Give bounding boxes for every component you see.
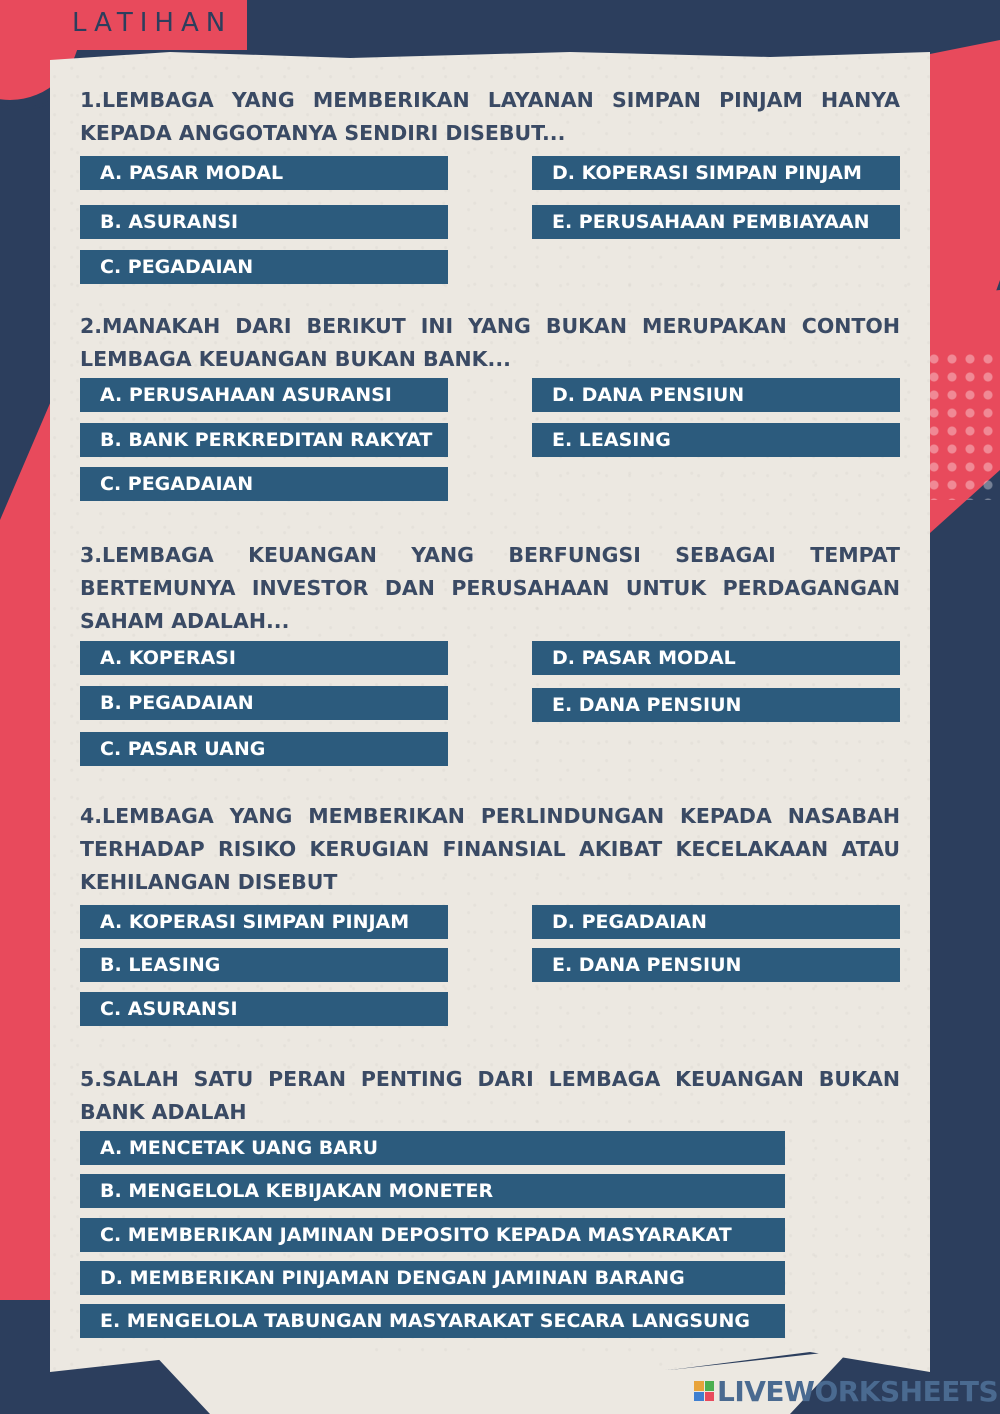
question-2-option-c[interactable]: C. PEGADAIAN (80, 467, 448, 501)
question-1-option-a[interactable]: A. PASAR MODAL (80, 156, 448, 190)
question-5-text: 5.SALAH SATU PERAN PENTING DARI LEMBAGA KEUANGAN BUKAN BANK ADALAH (80, 1067, 900, 1124)
question-1-option-c[interactable]: C. PEGADAIAN (80, 250, 448, 284)
question-3-option-e[interactable]: E. DANA PENSIUN (532, 688, 900, 722)
brand-name: LIVEWORKSHEETS (717, 1374, 999, 1408)
question-3-text: 3.LEMBAGA KEUANGAN YANG BERFUNGSI SEBAGAI TEMPAT BERTEMUNYA INVESTOR DAN PERUSAHAAN UNTUK PERDAGANGAN SAHAM ADALAH... (80, 543, 900, 633)
question-3-option-a[interactable]: A. KOPERASI (80, 641, 448, 675)
decorative-dots (925, 350, 1000, 500)
question-2-option-b[interactable]: B. BANK PERKREDITAN RAKYAT (80, 423, 448, 457)
question-4-option-d[interactable]: D. PEGADAIAN (532, 905, 900, 939)
question-4-option-c[interactable]: C. ASURANSI (80, 992, 448, 1026)
question-3-option-b[interactable]: B. PEGADAIAN (80, 686, 448, 720)
question-4-text: 4.LEMBAGA YANG MEMBERIKAN PERLINDUNGAN KEPADA NASABAH TERHADAP RISIKO KERUGIAN FINANSIAL AKIBAT KECELAKAAN ATAU KEHILANGAN DISEBUT (80, 804, 900, 894)
page-title: LATIHAN (72, 8, 233, 38)
question-1-text: 1.LEMBAGA YANG MEMBERIKAN LAYANAN SIMPAN PINJAM HANYA KEPADA ANGGOTANYA SENDIRI DISEBUT... (80, 88, 900, 145)
question-2-text: 2.MANAKAH DARI BERIKUT INI YANG BUKAN MERUPAKAN CONTOH LEMBAGA KEUANGAN BUKAN BANK... (80, 314, 900, 371)
liveworksheets-logo (694, 1376, 998, 1406)
question-2-option-e[interactable]: E. LEASING (532, 423, 900, 457)
question-5-option-b[interactable]: B. MENGELOLA KEBIJAKAN MONETER (80, 1174, 785, 1208)
question-3-option-c[interactable]: C. PASAR UANG (80, 732, 448, 766)
question-2-option-d[interactable]: D. DANA PENSIUN (532, 378, 900, 412)
question-5-option-c[interactable]: C. MEMBERIKAN JAMINAN DEPOSITO KEPADA MASYARAKAT (80, 1218, 785, 1252)
liveworksheets-logo-icon (694, 1381, 714, 1401)
question-5-option-a[interactable]: A. MENCETAK UANG BARU (80, 1131, 785, 1165)
question-1-option-b[interactable]: B. ASURANSI (80, 205, 448, 239)
question-4-option-e[interactable]: E. DANA PENSIUN (532, 948, 900, 982)
question-1-option-d[interactable]: D. KOPERASI SIMPAN PINJAM (532, 156, 900, 190)
question-3-option-d[interactable]: D. PASAR MODAL (532, 641, 900, 675)
question-1-option-e[interactable]: E. PERUSAHAAN PEMBIAYAAN (532, 205, 900, 239)
question-4-option-b[interactable]: B. LEASING (80, 948, 448, 982)
question-5-option-e[interactable]: E. MENGELOLA TABUNGAN MASYARAKAT SECARA LANGSUNG (80, 1304, 785, 1338)
question-2-option-a[interactable]: A. PERUSAHAAN ASURANSI (80, 378, 448, 412)
question-5-option-d[interactable]: D. MEMBERIKAN PINJAMAN DENGAN JAMINAN BARANG (80, 1261, 785, 1295)
question-4-option-a[interactable]: A. KOPERASI SIMPAN PINJAM (80, 905, 448, 939)
